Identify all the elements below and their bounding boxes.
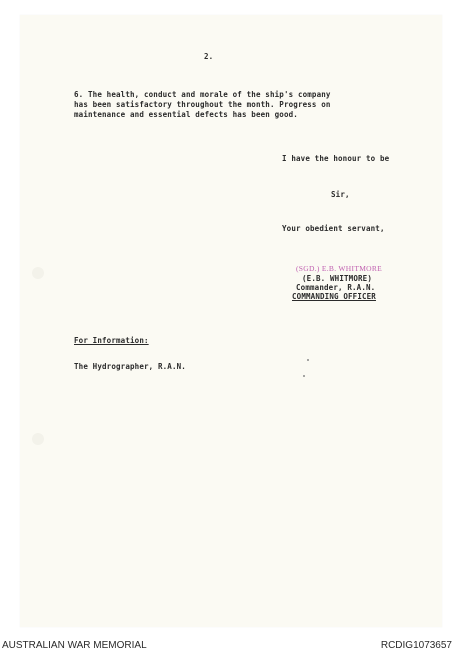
closing-honour: I have the honour to be (282, 154, 390, 163)
archive-source-label: AUSTRALIAN WAR MEMORIAL (2, 640, 147, 651)
signatory-rank: Commander, R.A.N. (296, 283, 376, 292)
distribution-heading: For Information: (74, 336, 149, 345)
paper-speck (303, 375, 305, 377)
signature-stamp: (SGD.) E.B. WHITMORE (296, 264, 383, 273)
paragraph-line: 6. The health, conduct and morale of the ship's company (74, 90, 331, 99)
paper-speck (307, 359, 309, 361)
closing-salutation: Sir, (331, 190, 350, 199)
document-page (20, 15, 442, 627)
signatory-title: COMMANDING OFFICER (292, 292, 376, 301)
page-number: 2. (204, 52, 214, 61)
punch-hole (32, 267, 44, 279)
punch-hole (32, 433, 44, 445)
paragraph-line: has been satisfactory throughout the month. Progress on (74, 100, 331, 109)
closing-servant: Your obedient servant, (282, 224, 385, 233)
distribution-recipient: The Hydrographer, R.A.N. (74, 362, 186, 371)
signatory-name: (E.B. WHITMORE) (302, 274, 372, 283)
paragraph-line: maintenance and essential defects has been good. (74, 110, 298, 119)
archive-reference-label: RCDIG1073657 (380, 640, 452, 651)
